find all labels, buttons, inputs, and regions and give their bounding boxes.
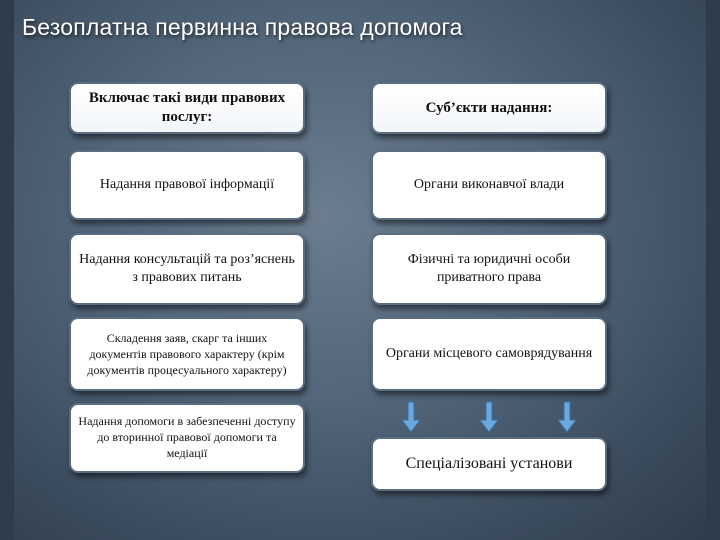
provider-item-text: Органи місцевого самоврядування (385, 346, 593, 361)
service-item-1 (69, 150, 305, 220)
service-item-3 (69, 317, 305, 391)
down-arrow-icon (399, 400, 423, 434)
service-item-text: Надання правової інформації (99, 177, 275, 192)
down-arrow-icon (555, 400, 579, 434)
service-item-4 (69, 403, 305, 473)
service-item-text: Надання консультацій та роз’яснень з правових питань (79, 252, 295, 285)
right-header-text: Суб’єкти надання: (425, 99, 553, 116)
service-item-text: Надання допомоги в забезпеченні доступу до вторинної правової допомоги та медіації (78, 414, 296, 460)
provider-item-3 (371, 317, 607, 391)
provider-item-text: Спеціалізовані установи (405, 455, 573, 472)
provider-item-4 (371, 437, 607, 491)
provider-item-text: Органи виконавчої влади (413, 177, 565, 192)
provider-item-2 (371, 233, 607, 305)
down-arrow-icon (477, 400, 501, 434)
service-item-2 (69, 233, 305, 305)
left-header-box (69, 82, 305, 134)
provider-item-1 (371, 150, 607, 220)
service-item-text: Складення заяв, скарг та інших документів правового характеру (крім документів процесуального характеру) (87, 331, 287, 377)
right-header-box (371, 82, 607, 134)
left-header-text: Включає такі види правових послуг: (88, 90, 286, 125)
slide-title: Безоплатна первинна правова допомога (22, 14, 463, 40)
provider-item-text: Фізичні та юридичні особи приватного права (407, 252, 571, 285)
